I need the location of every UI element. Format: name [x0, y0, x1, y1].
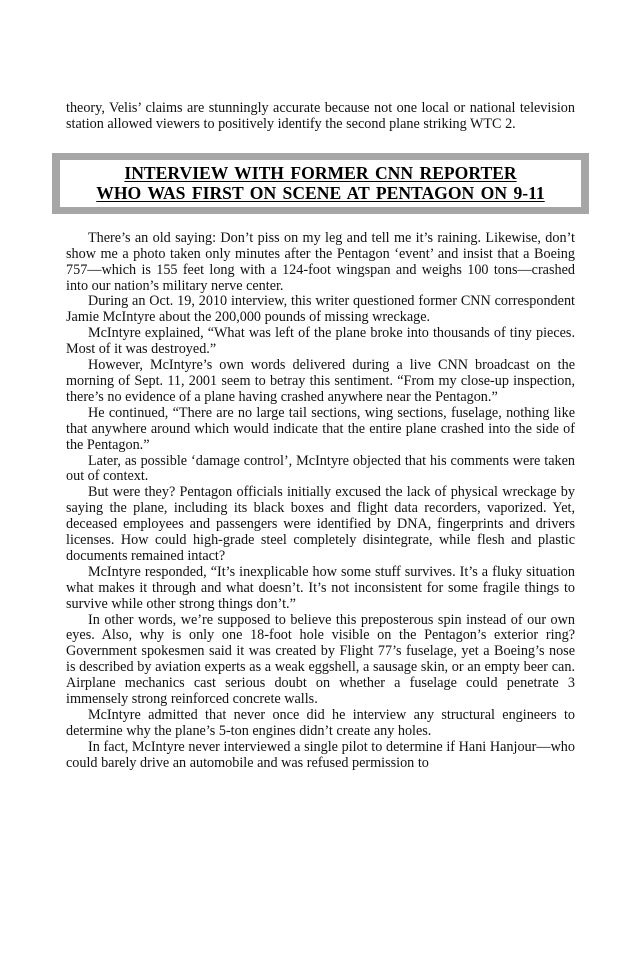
paragraph: There’s an old saying: Don’t piss on my leg and tell me it’s raining. Likewise, don’t show me a photo taken only minutes after the Pentagon ‘event’ and insist that a Boeing 757—which is 155 feet long with a 124-foot wingspan and weighs 100 tons—crashed into our nation’s military nerve center.	[66, 229, 575, 294]
paragraph: He continued, “There are no large tail sections, wing sections, fuselage, nothing like that anywhere around which would indicate that the entire plane crashed into the side of the Pentagon.”	[66, 404, 575, 453]
paragraph: But were they? Pentagon officials initially excused the lack of physical wreckage by saying the plane, including its black boxes and flight data recorders, vaporized. Yet, deceased employees and passengers were identified by DNA, fingerprints and drivers licenses. How could high-grade steel completely disintegrate, while flesh and plastic documents remained intact?	[66, 484, 575, 564]
paragraph: McIntyre admitted that never once did he interview any structural engineers to determine why the plane’s 5-ton engines didn’t create any holes.	[66, 707, 575, 739]
section-heading-box	[52, 153, 589, 214]
paragraph: Later, as possible ‘damage control’, McIntyre objected that his comments were taken out of context.	[66, 452, 575, 485]
article-body	[66, 231, 575, 772]
paragraph: In other words, we’re supposed to believe this preposterous spin instead of our own eyes. Also, why is only one 18-foot hole visible on the Pentagon’s exterior ring? Government spokesmen said it was created by Flight 77’s fuselage, yet a Boeing’s nose is described by aviation experts as a weak eggshell, a sausage skin, or an empty beer can. Airplane mechanics cast serious doubt on whether a fuselage could penetrate 3 immensely strong reinforced concrete walls.	[66, 611, 575, 708]
paragraph: McIntyre explained, “What was left of the plane broke into thousands of tiny pieces. Most of it was destroyed.”	[66, 325, 575, 358]
heading-line-1: INTERVIEW WITH FORMER CNN REPORTER	[124, 162, 517, 183]
document-page	[66, 101, 575, 772]
paragraph: McIntyre responded, “It’s inexplicable how some stuff survives. It’s a fluky situation what makes it through and what doesn’t. It’s not inconsistent for some fragile things to survive while other strong things don’t.”	[66, 563, 575, 612]
paragraph: During an Oct. 19, 2010 interview, this writer questioned former CNN correspondent Jamie McIntyre about the 200,000 pounds of missing wreckage.	[66, 293, 575, 326]
paragraph: However, McIntyre’s own words delivered during a live CNN broadcast on the morning of Sept. 11, 2001 seem to betray this sentiment. “From my close-up inspection, there’s no evidence of a plane having crashed anywhere near the Pentagon.”	[66, 357, 575, 405]
heading-line-2: WHO WAS FIRST ON SCENE AT PENTAGON ON 9-11	[96, 182, 545, 203]
paragraph: In fact, McIntyre never interviewed a single pilot to determine if Hani Hanjour—who could barely drive an automobile and was refused permission to	[66, 738, 575, 771]
intro-paragraph: theory, Velis’ claims are stunningly accurate because not one local or national television station allowed viewers to positively identify the second plane striking WTC 2.	[66, 100, 575, 132]
section-heading	[60, 160, 581, 207]
